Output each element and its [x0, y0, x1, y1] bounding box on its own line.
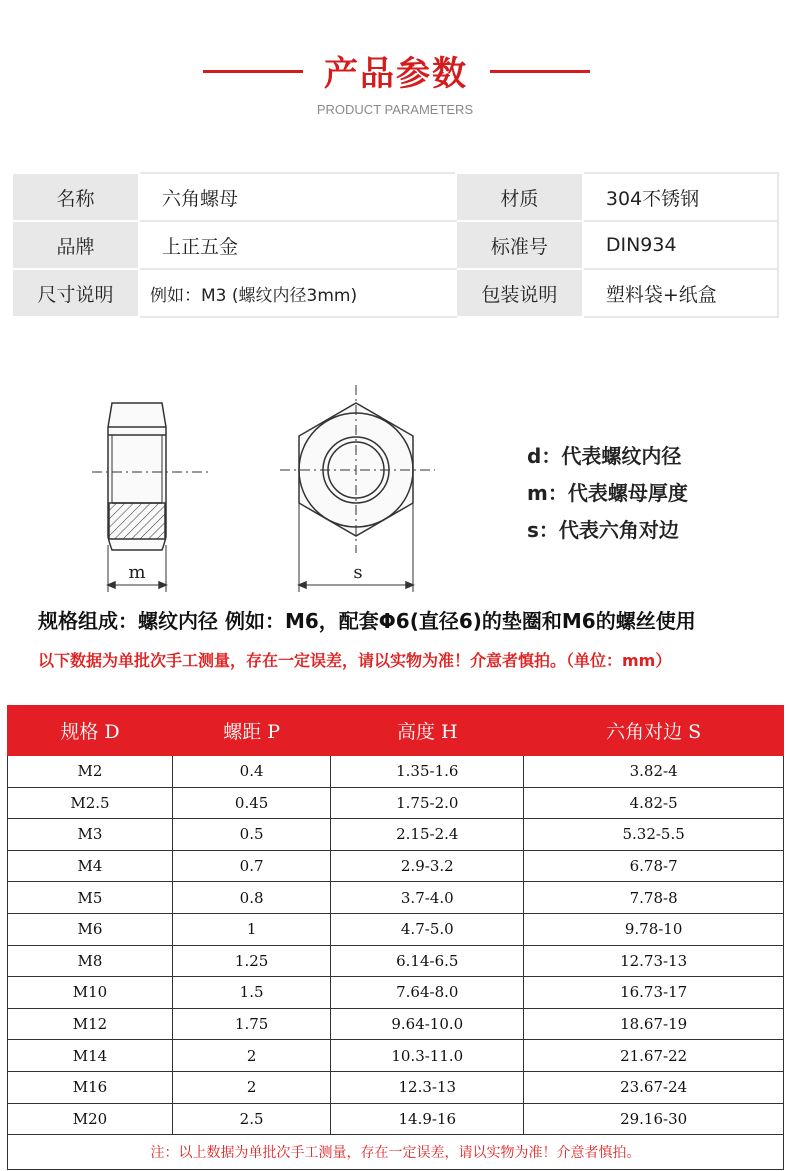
label-m: m — [128, 562, 146, 583]
table-cell: 12.73-13 — [524, 945, 784, 977]
table-cell: 16.73-17 — [524, 977, 784, 1009]
table-cell: M4 — [8, 850, 173, 882]
table-cell: M10 — [8, 977, 173, 1009]
table-cell: M6 — [8, 913, 173, 945]
hex-nut-diagram — [90, 385, 440, 595]
section-title — [0, 40, 790, 110]
size-table-body — [8, 756, 784, 1135]
param-key: 名称 — [12, 173, 139, 221]
page-subtitle: PRODUCT PARAMETERS — [316, 102, 474, 117]
table-row — [8, 977, 784, 1009]
table-cell: 1.35-1.6 — [331, 756, 524, 788]
header-p: 螺距 P — [172, 706, 330, 756]
param-key: 材质 — [456, 173, 583, 221]
param-key: 标准号 — [456, 221, 583, 269]
param-value: 上正五金 — [139, 221, 456, 269]
label-s: s — [353, 562, 363, 583]
table-cell: 14.9-16 — [331, 1103, 524, 1135]
warning-note: 以下数据为单批次手工测量，存在一定误差，请以实物为准！介意者慎拍。（单位：mm） — [38, 651, 672, 670]
legend-s: s：代表六角对边 — [527, 518, 679, 542]
table-cell: 2 — [172, 1040, 330, 1072]
size-table-header — [8, 706, 784, 756]
table-cell: M12 — [8, 1008, 173, 1040]
table-row — [8, 787, 784, 819]
params-table — [11, 172, 779, 318]
table-cell: 12.3-13 — [331, 1071, 524, 1103]
table-cell: 5.32-5.5 — [524, 819, 784, 851]
table-cell: 7.64-8.0 — [331, 977, 524, 1009]
table-cell: M16 — [8, 1071, 173, 1103]
table-cell: 0.4 — [172, 756, 330, 788]
table-cell: 1.75 — [172, 1008, 330, 1040]
param-value: 例如：M3 (螺纹内径3mm) — [139, 269, 456, 317]
param-value: 304不锈钢 — [583, 173, 778, 221]
table-cell: M3 — [8, 819, 173, 851]
table-cell: 29.16-30 — [524, 1103, 784, 1135]
table-row — [8, 1040, 784, 1072]
table-cell: 6.14-6.5 — [331, 945, 524, 977]
param-value: DIN934 — [583, 221, 778, 269]
table-cell: 2.15-2.4 — [331, 819, 524, 851]
table-cell: 1.5 — [172, 977, 330, 1009]
table-cell: 1 — [172, 913, 330, 945]
table-cell: 9.64-10.0 — [331, 1008, 524, 1040]
nut-front-view — [280, 385, 435, 592]
table-row — [8, 850, 784, 882]
table-row — [8, 1008, 784, 1040]
table-cell: M14 — [8, 1040, 173, 1072]
table-cell: 2.5 — [172, 1103, 330, 1135]
page-title: 产品参数 — [324, 54, 468, 94]
table-cell: M20 — [8, 1103, 173, 1135]
table-row — [8, 756, 784, 788]
table-cell: 4.7-5.0 — [331, 913, 524, 945]
footer-note: 注：以上数据为单批次手工测量，存在一定误差，请以实物为准！介意者慎拍。 — [8, 1135, 784, 1170]
size-table-footer — [8, 1135, 784, 1170]
param-value: 塑料袋+纸盒 — [583, 269, 778, 317]
header-s: 六角对边 S — [524, 706, 784, 756]
table-row — [8, 1103, 784, 1135]
title-divider-left — [203, 70, 303, 73]
param-value: 六角螺母 — [139, 173, 456, 221]
table-cell: 18.67-19 — [524, 1008, 784, 1040]
table-cell: 10.3-11.0 — [331, 1040, 524, 1072]
table-cell: M2 — [8, 756, 173, 788]
table-row — [8, 945, 784, 977]
legend-m: m：代表螺母厚度 — [527, 481, 688, 505]
table-cell: 1.25 — [172, 945, 330, 977]
params-row — [12, 173, 778, 221]
legend-d: d：代表螺纹内径 — [527, 444, 682, 468]
table-row — [8, 882, 784, 914]
table-cell: 23.67-24 — [524, 1071, 784, 1103]
header-d: 规格 D — [8, 706, 173, 756]
param-key: 包装说明 — [456, 269, 583, 317]
table-cell: M8 — [8, 945, 173, 977]
table-row — [8, 1071, 784, 1103]
table-cell: 7.78-8 — [524, 882, 784, 914]
title-divider-right — [490, 70, 590, 73]
table-cell: 0.45 — [172, 787, 330, 819]
table-row — [8, 819, 784, 851]
table-cell: 21.67-22 — [524, 1040, 784, 1072]
table-cell: 6.78-7 — [524, 850, 784, 882]
table-cell: 2 — [172, 1071, 330, 1103]
param-key: 尺寸说明 — [12, 269, 139, 317]
table-cell: 9.78-10 — [524, 913, 784, 945]
table-cell: M2.5 — [8, 787, 173, 819]
nut-side-view — [92, 403, 210, 592]
table-cell: 0.7 — [172, 850, 330, 882]
table-cell: 0.8 — [172, 882, 330, 914]
table-row — [8, 913, 784, 945]
table-cell: 3.7-4.0 — [331, 882, 524, 914]
table-cell: 1.75-2.0 — [331, 787, 524, 819]
table-cell: 4.82-5 — [524, 787, 784, 819]
table-cell: M5 — [8, 882, 173, 914]
size-table — [7, 705, 784, 1170]
spec-note: 规格组成：螺纹内径 例如：M6，配套Φ6(直径6)的垫圈和M6的螺丝使用 — [38, 609, 696, 633]
table-cell: 2.9-3.2 — [331, 850, 524, 882]
header-h: 高度 H — [331, 706, 524, 756]
table-cell: 3.82-4 — [524, 756, 784, 788]
table-cell: 0.5 — [172, 819, 330, 851]
param-key: 品牌 — [12, 221, 139, 269]
params-row — [12, 269, 778, 317]
params-row — [12, 221, 778, 269]
